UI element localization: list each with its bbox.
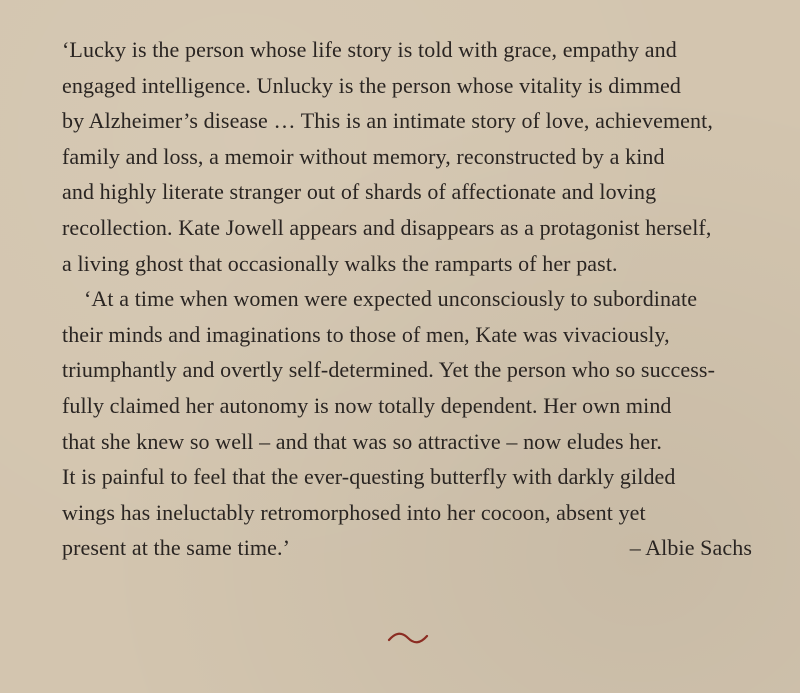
attribution: – Albie Sachs — [629, 535, 752, 561]
quote-line: ‘Lucky is the person whose life story is told with grace, empathy and — [62, 37, 677, 62]
quote-line: fully claimed her autonomy is now totally dependent. Her own mind — [62, 392, 672, 418]
quote-line: recollection. Kate Jowell appears and disappears as a protagonist herself, — [62, 214, 712, 240]
quote-line: wings has ineluctably retromorphosed into her cocoon, absent yet — [62, 499, 646, 525]
quote-line: family and loss, a memoir without memory, reconstructed by a kind — [62, 143, 665, 169]
quote-line: ‘At a time when women were expected unconsciously to subordinate — [84, 286, 698, 312]
blurb-quote — [62, 32, 752, 566]
quote-line: by Alzheimer’s disease … This is an intimate story of love, achievement, — [62, 108, 713, 134]
quote-line: engaged intelligence. Unlucky is the person whose vitality is dimmed — [62, 72, 681, 98]
closing-line: present at the same time.’ — [62, 535, 291, 561]
quote-line: that she knew so well – and that was so attractive – now eludes her. — [62, 428, 663, 454]
quote-line: It is painful to feel that the ever-questing butterfly with darkly gilded — [62, 464, 676, 490]
tilde-swash-icon — [386, 630, 430, 646]
quote-line: and highly literate stranger out of shards of affectionate and loving — [62, 179, 657, 205]
quote-line: a living ghost that occasionally walks the ramparts of her past. — [62, 250, 618, 276]
quote-line: triumphantly and overtly self-determined. Yet the person who so success- — [62, 357, 716, 383]
paragraph-2 — [62, 281, 752, 566]
paragraph-1 — [62, 32, 752, 281]
quote-line: their minds and imaginations to those of men, Kate was vivaciously, — [62, 321, 670, 347]
closing-line-row — [62, 530, 752, 566]
